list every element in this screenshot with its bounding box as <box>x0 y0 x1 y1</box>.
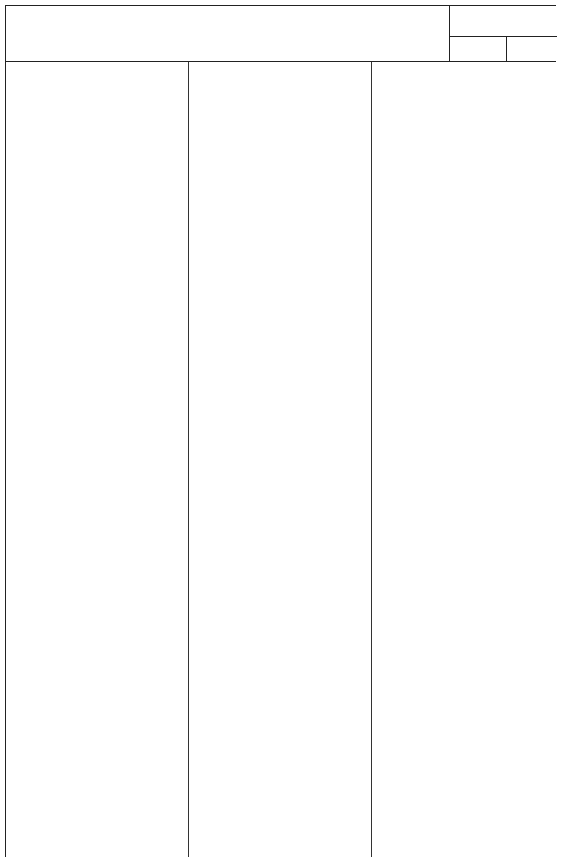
numerical-register-table <box>5 62 556 857</box>
page-header <box>5 5 556 62</box>
page-number-box <box>506 36 557 61</box>
issue-box <box>449 36 507 61</box>
column-divider <box>371 62 372 857</box>
group-box <box>449 6 557 37</box>
column-divider <box>188 62 189 857</box>
